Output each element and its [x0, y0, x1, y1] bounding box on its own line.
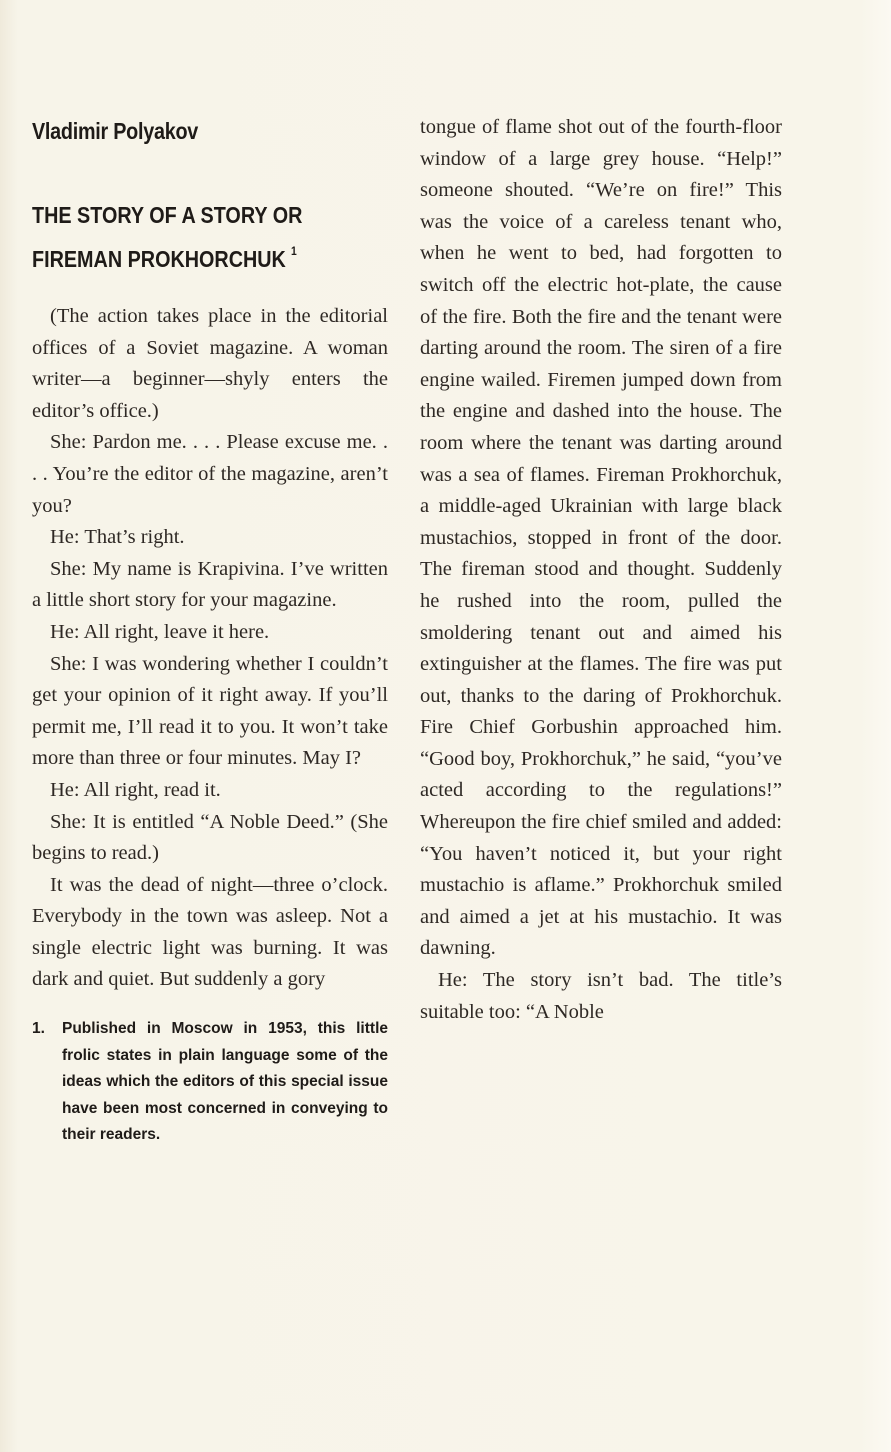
paragraph: He: That’s right. [50, 526, 185, 549]
story-title [32, 197, 393, 277]
paragraph: (The action takes place in the editorial offices of a Soviet magazine. A woman writer—a beginner—shyly enters the editor’s office.) [32, 305, 388, 422]
paragraph: He: All right, read it. [50, 778, 221, 801]
footnote-number: 1. [32, 1020, 45, 1038]
footnote-text: Published in Moscow in 1953, this little frolic states in plain language some of the ideas which the editors of this special issue have been most concerned in conveying to their readers. [62, 1020, 388, 1144]
footnote [32, 1016, 388, 1149]
title-line-1: THE STORY OF A STORY OR [32, 202, 303, 228]
footnote-marker: 1 [291, 244, 297, 258]
paragraph: She: It is entitled “A Noble Deed.” (She begins to read.) [32, 810, 388, 865]
paragraph: She: My name is Krapivina. I’ve written a little short story for your magazine. [32, 557, 388, 612]
paragraph: She: Pardon me. . . . Please excuse me. . . . You’re the editor of the magazine, aren’t you? [32, 431, 388, 517]
left-body-text [32, 301, 388, 996]
paragraph: He: All right, leave it here. [50, 620, 270, 643]
paragraph: She: I was wondering whether I couldn’t get your opinion of it right away. If you’ll permit me, I’ll read it to you. It won’t take more than three or four minutes. May I? [32, 652, 388, 770]
paragraph: tongue of flame shot out of the fourth-floor window of a large grey house. “Help!” someone shouted. “We’re on fire!” This was the voice of a careless tenant who, when he went to bed, had forgotten to switch off the electric hot-plate, the cause of the fire. Both the fire and the tenant were darting around the room. The siren of a fire engine wailed. Firemen jumped down from the engine and dashed into the house. The room where the tenant was darting around was a sea of flames. Fireman Prokhorchuk, a middle-aged Ukrainian with large black mustachios, stopped in front of the door. The fireman stood and thought. Suddenly he rushed into the room, pulled the smoldering tenant out and aimed his extinguisher at the flames. The fire was put out, thanks to the daring of Prokhorchuk. Fire Chief Gorbushin approached him. “Good boy, Prokhorchuk,” he said, “you’ve acted according to the regulations!” Whereupon the fire chief smiled and added: “You haven’t noticed it, but your right mustachio is aflame.” Prokhorchuk smiled and aimed a jet at his mustachio. It was dawning. [420, 116, 782, 960]
right-column [420, 112, 782, 1028]
right-body-text [420, 112, 782, 1028]
left-column [32, 112, 388, 1149]
paragraph: He: The story isn’t bad. The title’s suitable too: “A Noble [420, 969, 782, 1023]
paragraph: It was the dead of night—three o’clock. Everybody in the town was asleep. Not a single electric light was burning. It was dark and quiet. But suddenly a gory [32, 873, 388, 991]
author-name: Vladimir Polyakov [32, 118, 199, 144]
title-line-2: FIREMAN PROKHORCHUK [32, 246, 286, 272]
